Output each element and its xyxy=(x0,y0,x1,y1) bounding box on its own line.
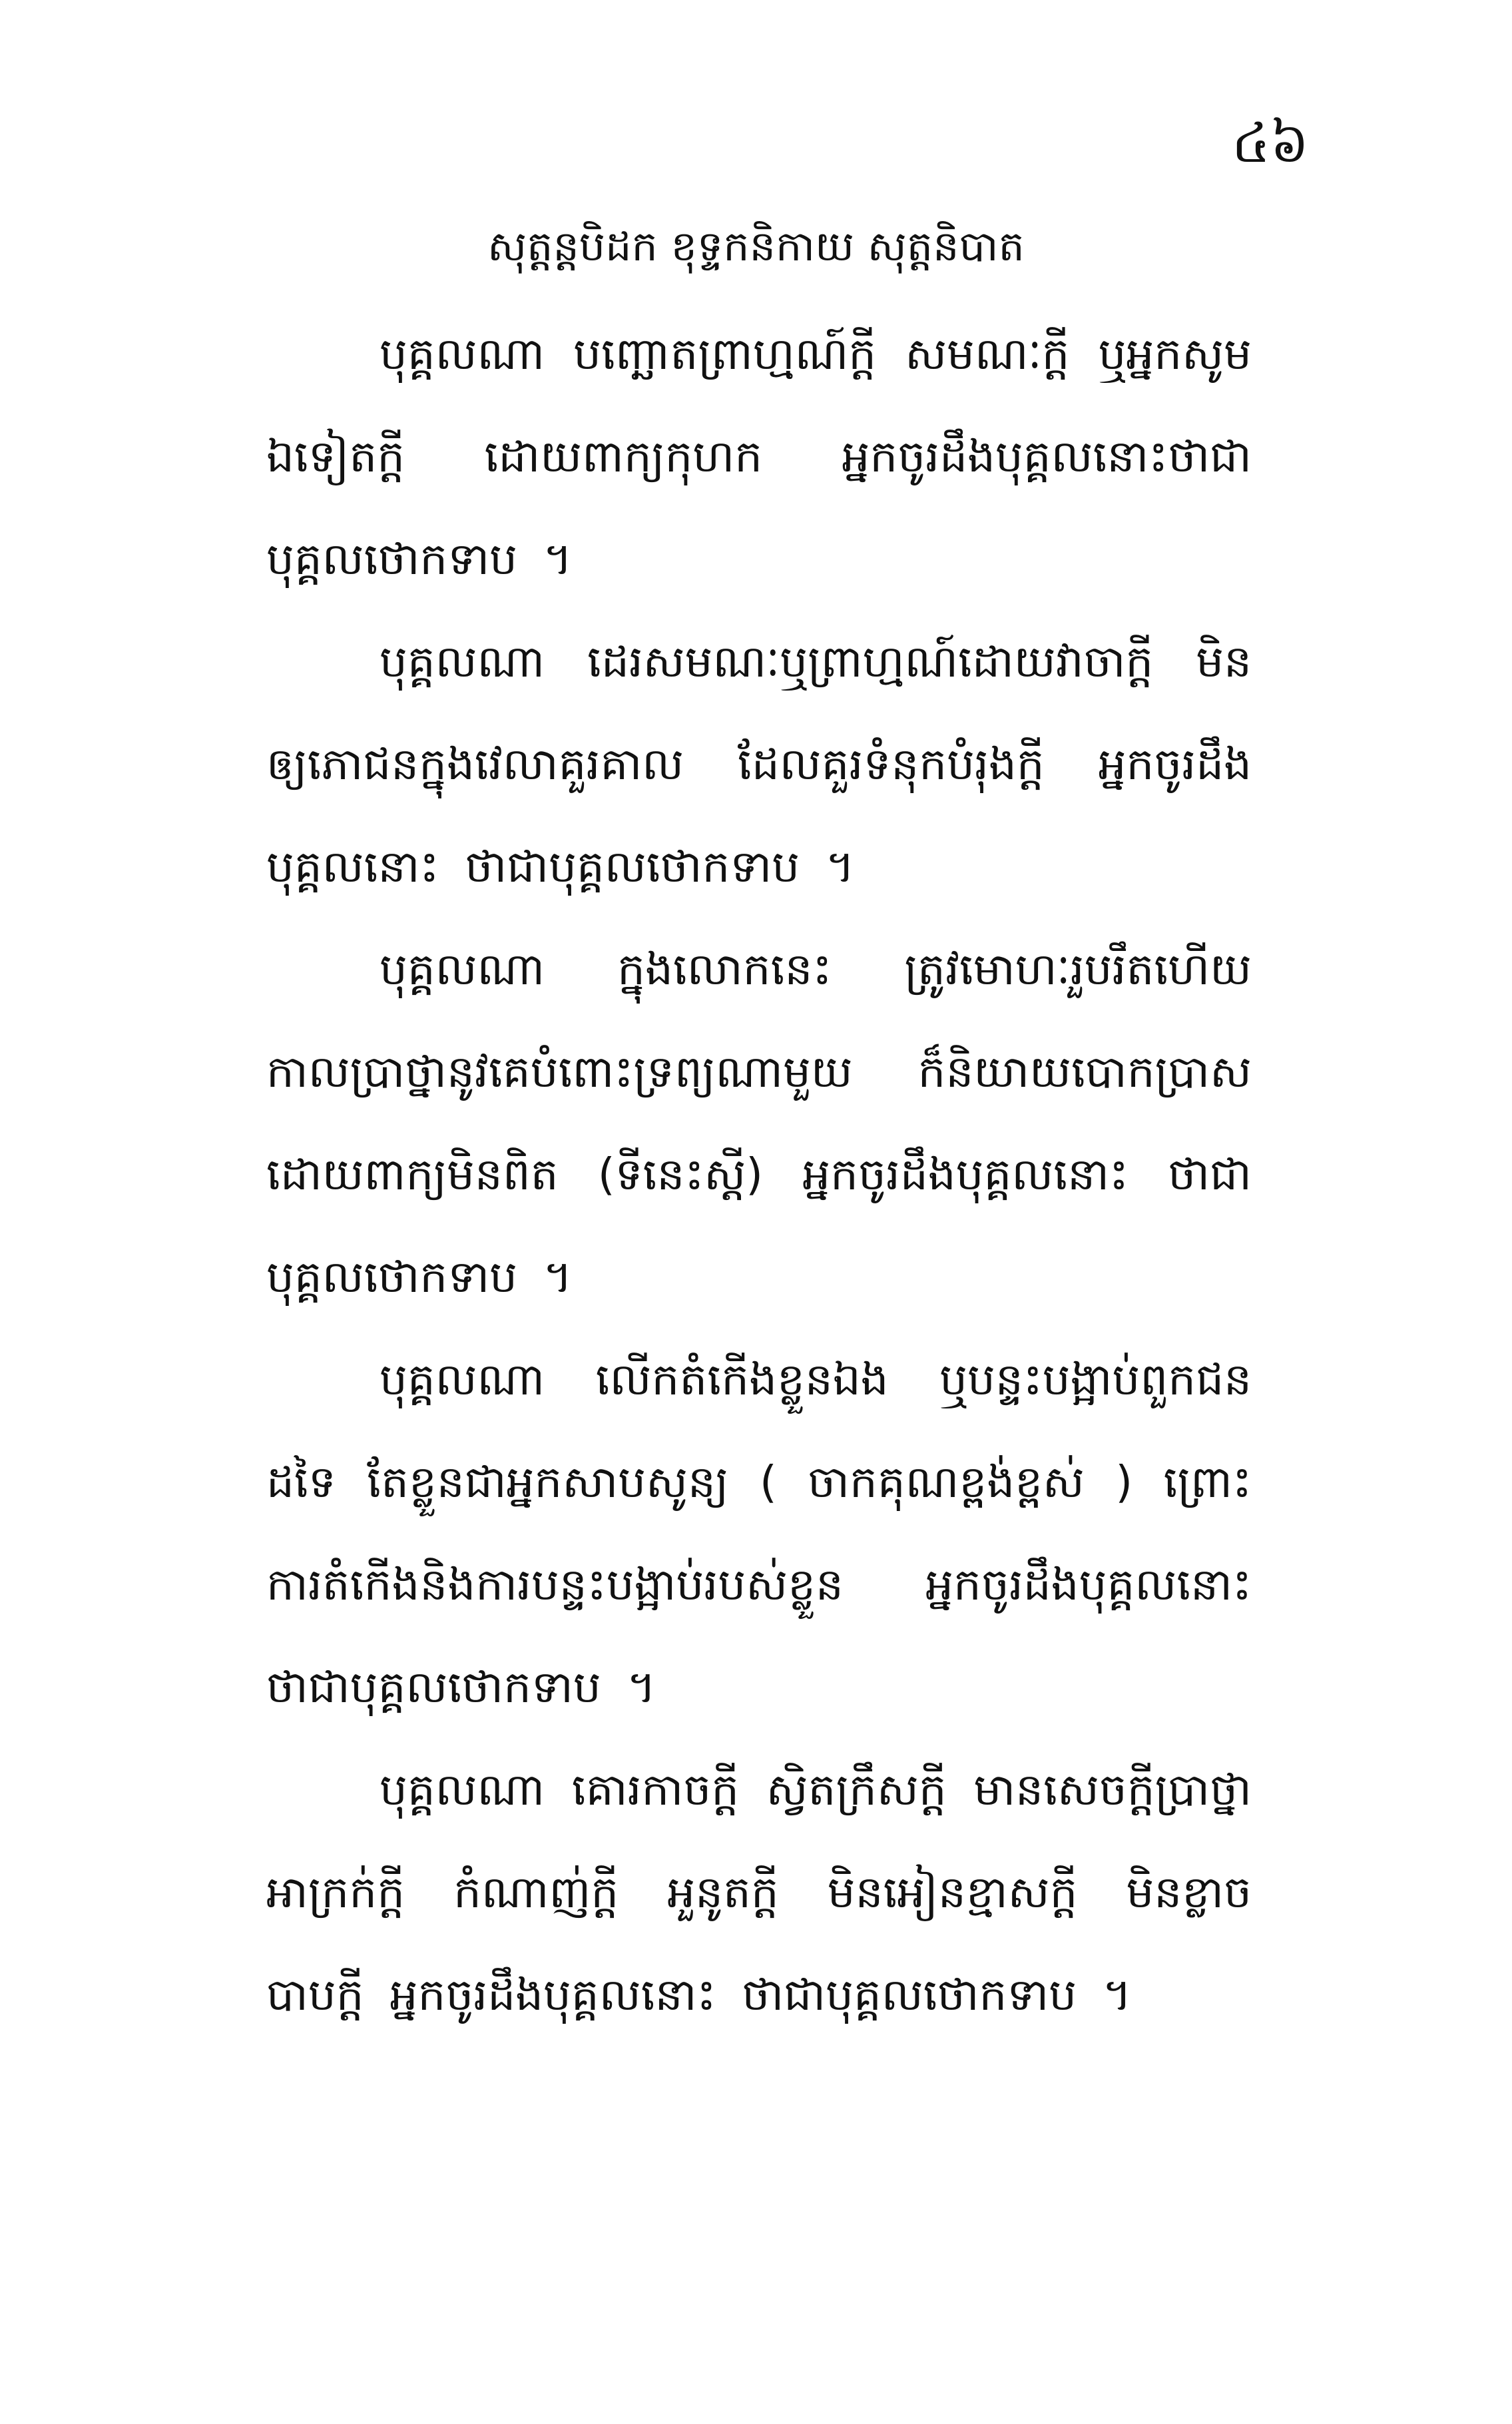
running-header: សុត្តន្តបិដក ខុទ្ទកនិកាយ សុត្តនិបាត xyxy=(487,222,1025,270)
stanza-2: បុគ្គលណា ដេរសមណៈឬព្រាហ្មណ៍ដោយវាចាក្ដី មិនឲ្យភោជនក្នុងវេលាគួរគាល ដែលគួរទំនុកបំរុងក្ដី អ្នកចូរដឹងបុគ្គលនោះ ថាជាបុគ្គលថោកទាប ។ xyxy=(266,636,1252,892)
page-number: ៤៦ xyxy=(1231,112,1309,175)
stanza-5: បុគ្គលណា គោរកាចក្ដី ស្វិតក្រឹសក្ដី មានសេចក្ដីប្រាថ្នាអាក្រក់ក្ដី កំណាញ់ក្ដី អួនូតក្ដី មិនអៀនខ្មាសក្ដី មិនខ្លាចបាបក្ដី អ្នកចូរដឹងបុគ្គលនោះ ថាជាបុគ្គលថោកទាប ។ xyxy=(266,1764,1252,2020)
stanza-3: បុគ្គលណា ក្នុងលោកនេះ ត្រូវមោហៈរួបរឹតហើយ កាលប្រាថ្នានូវគេបំពោះទ្រព្យណាមួយ ក៏និយាយបោកប្រាសដោយពាក្យមិនពិត (ទីនេះស្ដី) អ្នកចូរដឹងបុគ្គលនោះ ថាជាបុគ្គលថោកទាប ។ xyxy=(266,944,1252,1303)
page-body xyxy=(266,303,1252,2046)
stanza-1: បុគ្គលណា បញ្ឆោតព្រាហ្មណ៍ក្ដី សមណៈក្ដី ឬអ្នកសូមឯទៀតក្ដី ដោយពាក្យកុហក អ្នកចូរដឹងបុគ្គលនោះថាជាបុគ្គលថោកទាប ។ xyxy=(266,328,1252,585)
stanza-4: បុគ្គលណា លើកតំកើងខ្លួនឯង ឬបន្ទះបង្អាប់ពួកជនដទៃ តែខ្លួនជាអ្នកសាបសូន្យ ( ចាកគុណខ្ពង់ខ្ពស់ ) ព្រោះការតំកើងនិងការបន្ទះបង្អាប់របស់ខ្លួន អ្នកចូរដឹងបុគ្គលនោះ ថាជាបុគ្គលថោកទាប ។ xyxy=(266,1354,1252,1713)
